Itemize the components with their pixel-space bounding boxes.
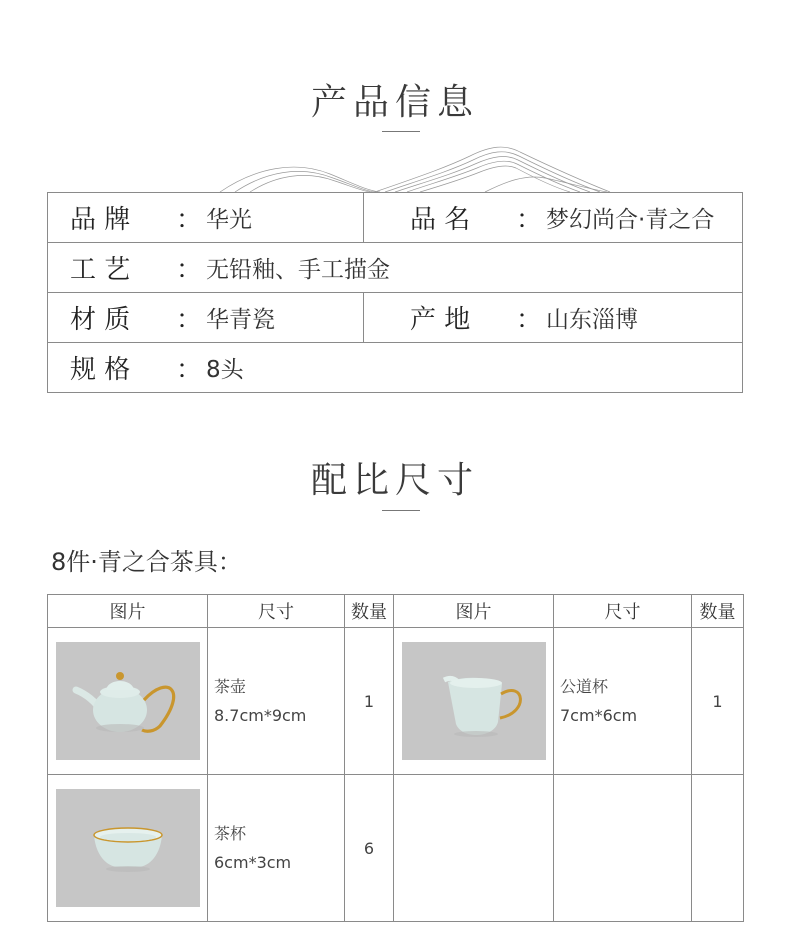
spec-label: 规 格 <box>70 355 131 385</box>
item-qty: 1 <box>345 628 394 775</box>
size-table <box>47 594 744 922</box>
item-qty: 1 <box>692 628 744 775</box>
origin-label: 产 地 <box>410 305 471 335</box>
header-image: 图片 <box>48 595 208 628</box>
table-header-row <box>48 595 744 628</box>
item-qty: 6 <box>345 775 394 922</box>
teacup-photo <box>56 789 200 907</box>
header-size: 尺寸 <box>208 595 345 628</box>
size-section-title: 配比尺寸 <box>310 460 479 501</box>
set-subheading: 8件·青之合茶具： <box>51 548 242 576</box>
name-label: 品 名 <box>410 205 471 235</box>
item-size: 7cm*6cm <box>560 706 638 725</box>
table-row <box>48 628 744 775</box>
info-row-material-origin: 材 质 ： 华青瓷 产 地 ： 山东淄博 <box>48 293 743 343</box>
title-divider <box>382 131 420 132</box>
brand-value: 华光 <box>206 207 253 233</box>
item-name: 公道杯 <box>560 677 609 696</box>
material-value: 华青瓷 <box>206 307 276 333</box>
item-size: 6cm*3cm <box>214 853 292 872</box>
empty-cell <box>554 775 692 922</box>
header-qty-2: 数量 <box>692 595 744 628</box>
table-row <box>48 775 744 922</box>
product-info-title: 产品信息 <box>310 82 479 123</box>
header-qty: 数量 <box>345 595 394 628</box>
craft-value: 无铅釉、手工描金 <box>206 257 391 283</box>
header-size-2: 尺寸 <box>554 595 692 628</box>
item-name: 茶杯 <box>214 824 247 843</box>
empty-cell <box>692 775 744 922</box>
empty-cell <box>394 775 554 922</box>
product-info-table <box>47 192 743 393</box>
title-divider-2 <box>382 510 420 511</box>
item-name: 茶壶 <box>214 677 247 696</box>
item-size: 8.7cm*9cm <box>214 706 307 725</box>
info-row-spec: 规 格 ： 8头 <box>48 343 743 393</box>
origin-value: 山东淄博 <box>546 307 639 333</box>
craft-label: 工 艺 <box>70 255 131 285</box>
header-image-2: 图片 <box>394 595 554 628</box>
spec-value: 8头 <box>206 357 244 383</box>
brand-label: 品 牌 <box>70 205 131 235</box>
mountain-decoration <box>215 138 615 194</box>
teapot-photo <box>56 642 200 760</box>
info-row-craft: 工 艺 ： 无铅釉、手工描金 <box>48 243 743 293</box>
material-label: 材 质 <box>70 305 131 335</box>
name-value: 梦幻尚合·青之合 <box>546 207 715 233</box>
info-row-brand-name: 品 牌 ： 华光 品 名 ： 梦幻尚合·青之合 <box>48 193 743 243</box>
pitcher-photo <box>402 642 546 760</box>
